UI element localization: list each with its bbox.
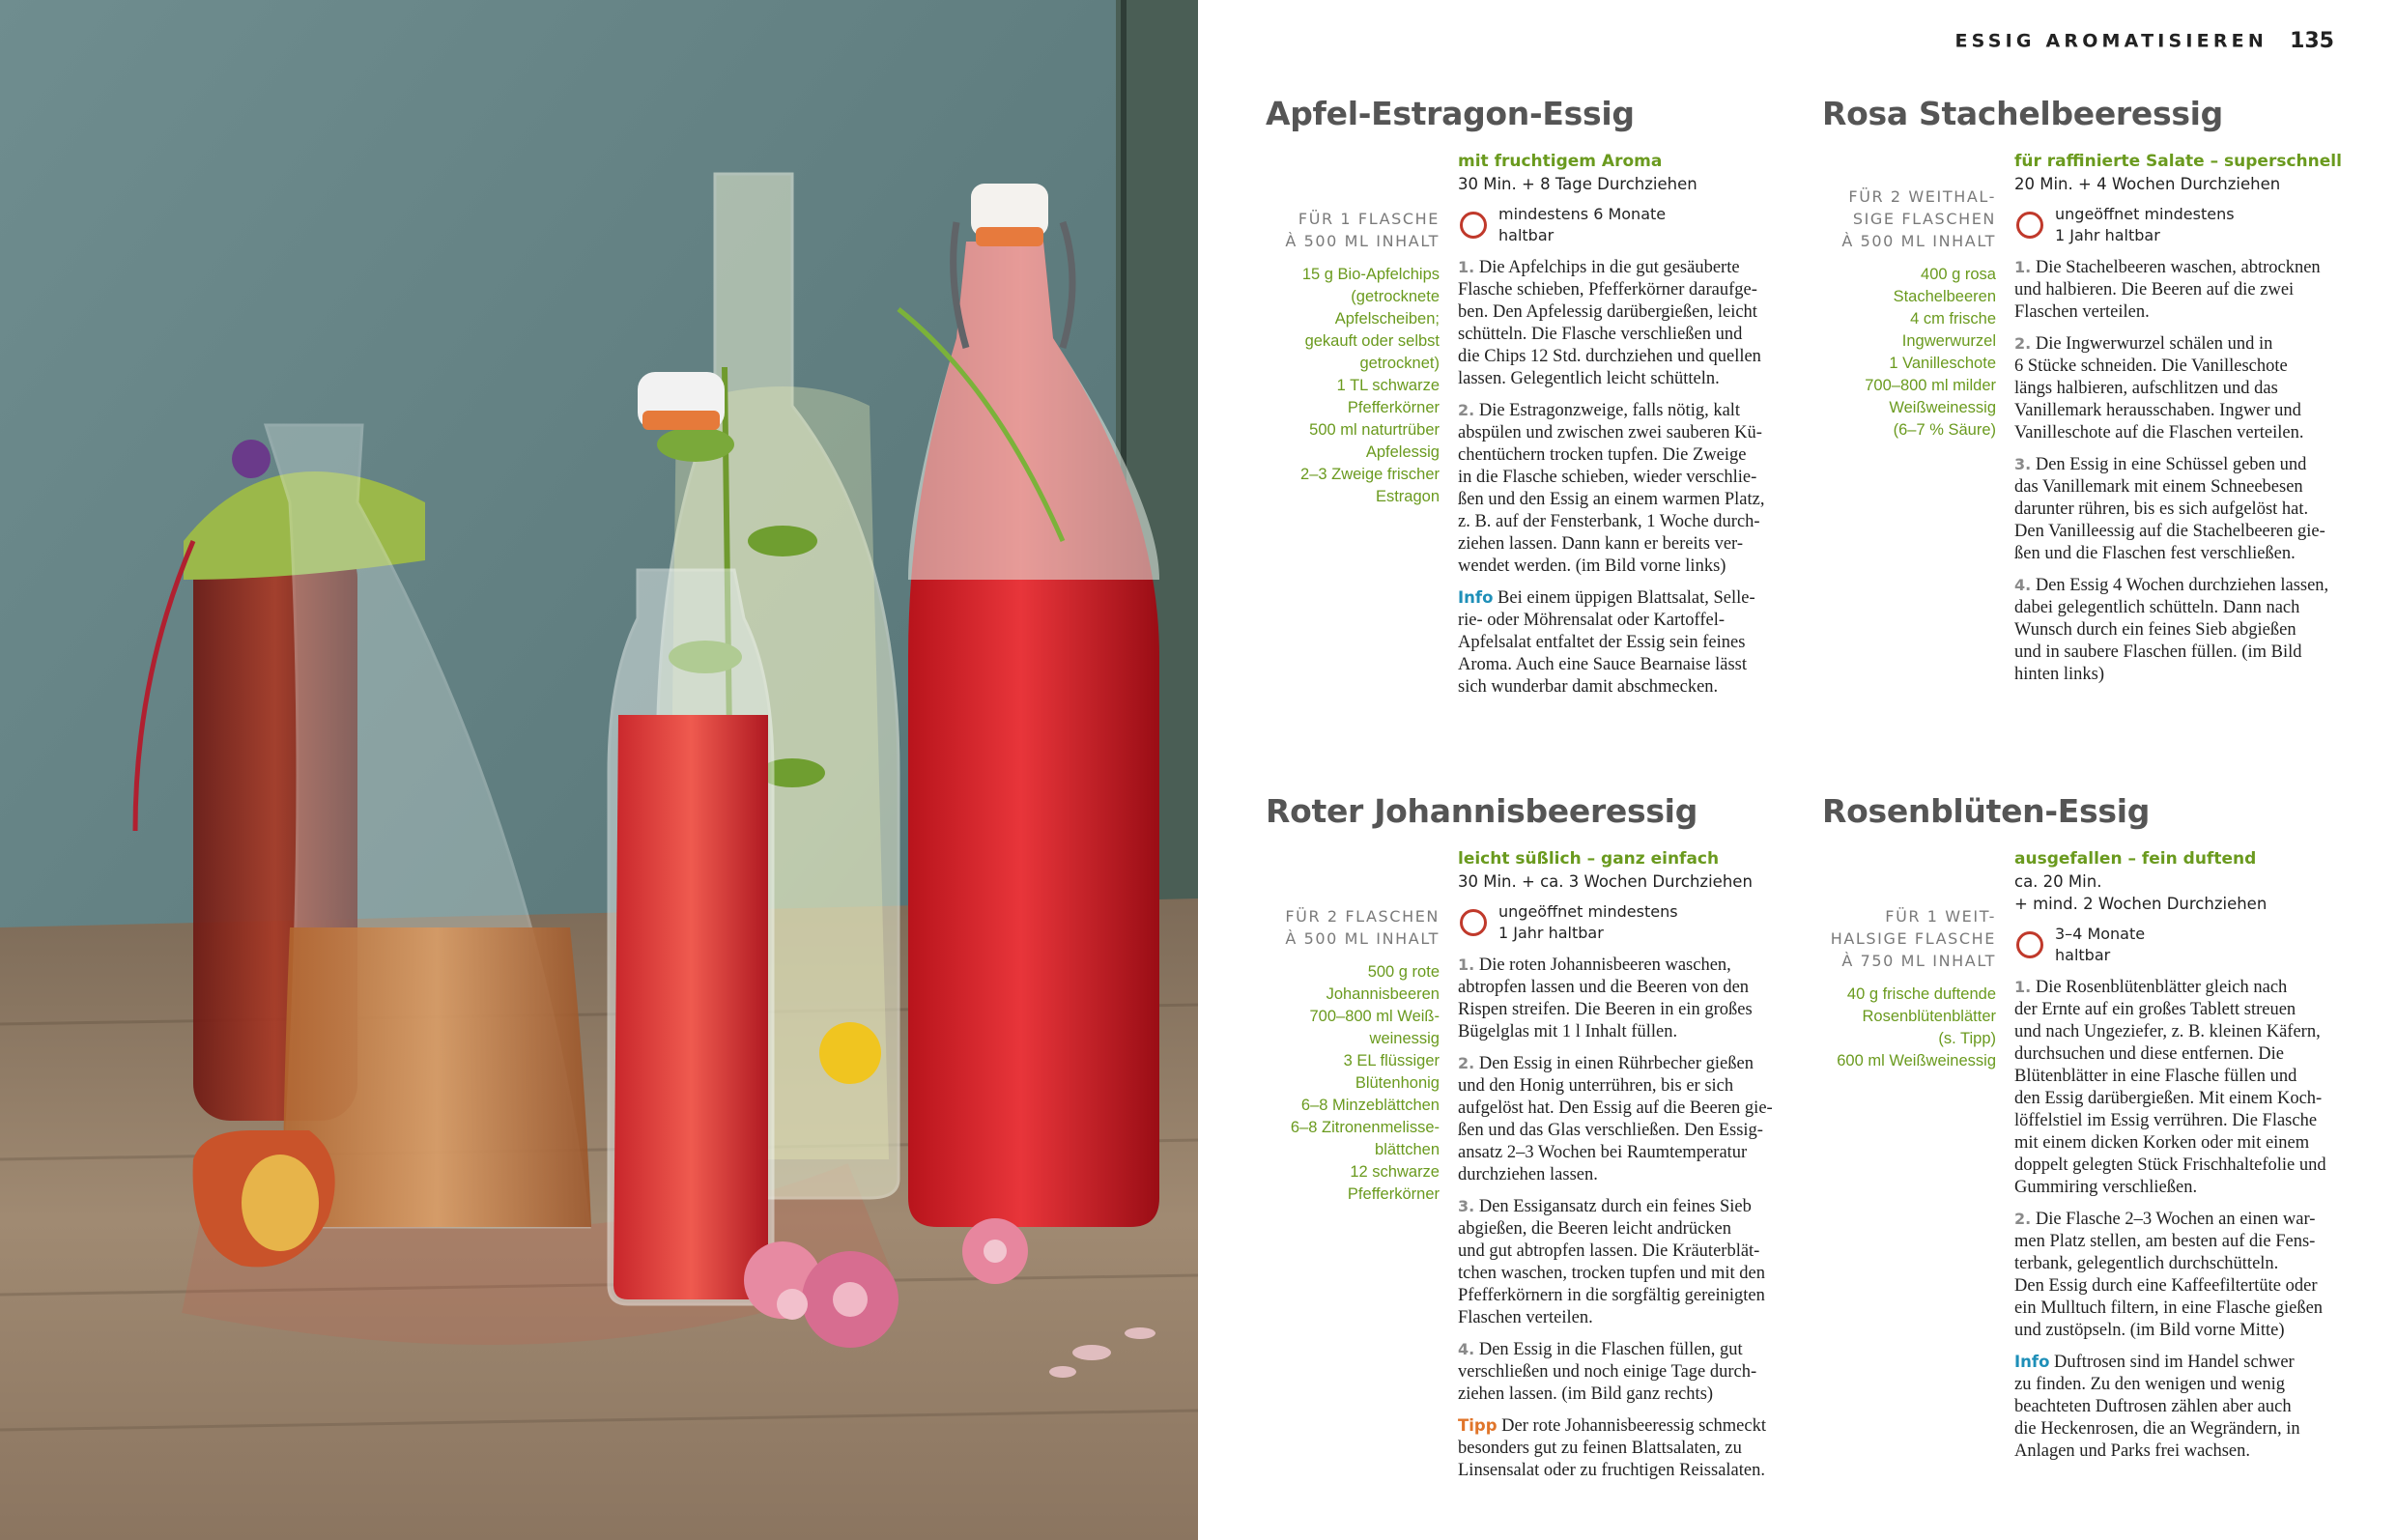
yield: FÜR 2 FLASCHEN À 500 ML INHALT [1285, 907, 1440, 948]
tagline: mit fruchtigem Aroma [1458, 152, 1663, 171]
step: 3. Den Essigansatz durch ein feines Sieb abgießen, die Beeren leicht andrücken und gut abtropfen lassen. Die Kräuterblät- tchen waschen, trocken tupfen und mit den Pfefferkörnern in die sorgfältig gereinigten Flaschen verteilen. [1458, 1197, 1765, 1327]
recipe-page [1198, 0, 2396, 1540]
recipe-sidebar [1822, 905, 1996, 1072]
shelf-life-icon [2016, 931, 2043, 958]
shelf-life: mindestens 6 Monate haltbar [1458, 204, 1815, 246]
step: 1. Die Apfelchips in die gut gesäuberte Flasche schieben, Pfefferkörner daraufge- ben. Den Apfelessig darübergießen, leicht schütteln. Die Flasche verschließen und die Chips 12 Std. durchziehen und quellen lassen. Gelegentlich leicht schütteln. [1458, 258, 1761, 388]
step: 2. Die Ingwerwurzel schälen und in 6 Stücke schneiden. Die Vanilleschote längs halbieren, aufschlitzen und das Vanillemark herausschaben. Ingwer und Vanilleschote auf die Flaschen verteilen. [2014, 334, 2304, 442]
step: 1. Die roten Johannisbeeren waschen, abtropfen lassen und die Beeren von den Rispen streifen. Die Beeren in ein großes Bügelglas mit 1 l Inhalt füllen. [1458, 955, 1753, 1041]
step: 1. Die Rosenblütenblätter gleich nach der Ernte auf ein großes Tablett streuen und nach Ungeziefer, z. B. kleinen Käfern, durchsuchen und diese entfernen. Die Blütenblätter in eine Flasche füllen und den Essig darübergießen. Mit einem Koch- löffelstiel im Essig verrühren. Die Flasche mit einem dicken Korken oder mit einem doppelt gelegten Stück Frischhaltefolie und Gummiring verschließen. [2014, 978, 2326, 1197]
step: 1. Die Stachelbeeren waschen, abtrocknen und halbieren. Die Beeren auf die zwei Flaschen verteilen. [2014, 258, 2321, 322]
shelf-life: ungeöffnet mindestens 1 Jahr haltbar [1458, 901, 1815, 944]
yield: FÜR 1 FLASCHE À 500 ML INHALT [1285, 210, 1440, 250]
tagline: ausgefallen – fein duftend [2014, 849, 2257, 869]
ingredient-list: 15 g Bio-Apfelchips (getrocknete Apfelscheiben; gekauft oder selbst getrocknet) 1 TL schwarze Pfefferkörner 500 ml naturtrüber Apfelessig 2–3 Zweige frischer Estragon [1300, 266, 1440, 505]
shelf-life-icon [1460, 212, 1487, 239]
ingredient-list: 40 g frische duftende Rosenblütenblätter (s. Tipp) 600 ml Weißweinessig [1837, 985, 1996, 1069]
step: 2. Den Essig in einen Rührbecher gießen und den Honig unterrühren, bis er sich aufgelöst hat. Den Essig auf die Beeren gie- ßen und das Glas verschließen. Den Essig- ansatz 2–3 Wochen bei Raumtemperatur durchziehen lassen. [1458, 1054, 1773, 1184]
prep-time-extra: + mind. 2 Wochen Durchziehen [2014, 895, 2268, 913]
yield: FÜR 1 WEIT- HALSIGE FLASCHE À 750 ML INHALT [1830, 907, 1996, 970]
ingredient-list: 400 g rosa Stachelbeeren 4 cm frische Ingwerwurzel 1 Vanilleschote 700–800 ml milder Weißweinessig (6–7 % Säure) [1865, 266, 1996, 439]
shelf-life: ungeöffnet mindestens 1 Jahr haltbar [2014, 204, 2372, 246]
chapter-title: ESSIG AROMATISIEREN [1954, 30, 2268, 52]
step: 4. Den Essig in die Flaschen füllen, gut verschließen und noch einige Tage durch- ziehen lassen. (im Bild ganz rechts) [1458, 1340, 1757, 1404]
shelf-life: 3–4 Monate haltbar [2014, 924, 2372, 966]
running-head [1954, 29, 2334, 53]
prep-time: 20 Min. + 4 Wochen Durchziehen [2014, 175, 2281, 193]
recipe-sidebar [1266, 905, 1440, 1206]
recipe-sidebar [1266, 208, 1440, 508]
tagline: leicht süßlich – ganz einfach [1458, 849, 1720, 869]
recipe-title: Rosenblüten-Essig [1822, 792, 2151, 830]
step: 3. Den Essig in eine Schüssel geben und das Vanillemark mit einem Schneebesen darunter rühren, bis es sich aufgelöst hat. Den Vanilleessig auf die Stachelbeeren gie- ßen und die Flaschen fest verschließen. [2014, 455, 2325, 563]
step: 2. Die Estragonzweige, falls nötig, kalt abspülen und zwischen zwei sauberen Kü- chentüchern trocken tupfen. Die Zweige in die Flasche schieben, wieder verschlie- ßen und den Essig an einem warmen Platz, z. B. auf der Fensterbank, 1 Woche durch- ziehen lassen. Dann kann er bereits ver- wendet werden. (im Bild vorne links) [1458, 401, 1765, 576]
recipe-body [1458, 848, 1815, 1491]
info-note: Info Duftrosen sind im Handel schwer zu finden. Zu den wenigen und wenig beachteten Duftrosen zählen aber auch die Heckenrosen, die an Wegrändern, in Anlagen und Parks frei wachsen. [2014, 1353, 2300, 1461]
recipe-sidebar [1822, 185, 1996, 442]
step: 4. Den Essig 4 Wochen durchziehen lassen, dabei gelegentlich schütteln. Dann nach Wunsch durch ein feines Sieb abgießen und in saubere Flaschen füllen. (im Bild hinten links) [2014, 576, 2329, 684]
page-number: 135 [2290, 29, 2334, 53]
yield: FÜR 2 WEITHAL- SIGE FLASCHEN À 500 ML INHALT [1841, 187, 1996, 250]
recipe-body [2014, 848, 2372, 1471]
prep-time: ca. 20 Min. [2014, 872, 2102, 891]
recipe-title: Roter Johannisbeeressig [1266, 792, 1698, 830]
step: 2. Die Flasche 2–3 Wochen an einen war- men Platz stellen, am besten auf die Fens- terbank, gelegentlich durchschütteln. Den Essig durch eine Kaffeefiltertüte oder ein Mulltuch filtern, in eine Flasche gießen und zustöpseln. (im Bild vorne Mitte) [2014, 1210, 2324, 1340]
shelf-life-icon [1460, 909, 1487, 936]
recipe-title: Apfel-Estragon-Essig [1266, 95, 1635, 132]
recipe-body [1458, 151, 1815, 707]
prep-time: 30 Min. + ca. 3 Wochen Durchziehen [1458, 872, 1753, 891]
shelf-life-icon [2016, 212, 2043, 239]
prep-time: 30 Min. + 8 Tage Durchziehen [1458, 175, 1697, 193]
ingredient-list: 500 g rote Johannisbeeren 700–800 ml Weiß- weinessig 3 EL flüssiger Blütenhonig 6–8 Minzeblättchen 6–8 Zitronenmelisse- blättchen 12 schwarze Pfefferkörner [1290, 963, 1440, 1203]
tagline: für raffinierte Salate – superschnell [2014, 152, 2342, 171]
recipe-body [2014, 151, 2372, 695]
info-note: Info Bei einem üppigen Blattsalat, Selle- rie- oder Möhrensalat oder Kartoffel- Apfelsalat entfaltet der Essig sein feines Aroma. Auch eine Sauce Bearnaise lässt sich wunderbar damit abschmecken. [1458, 588, 1755, 697]
tip-note: Tipp Der rote Johannisbeeressig schmeckt besonders gut zu feinen Blattsalaten, zu Linsensalat oder zu fruchtigen Reissalaten. [1458, 1416, 1766, 1480]
recipe-title: Rosa Stachelbeeressig [1822, 95, 2223, 132]
